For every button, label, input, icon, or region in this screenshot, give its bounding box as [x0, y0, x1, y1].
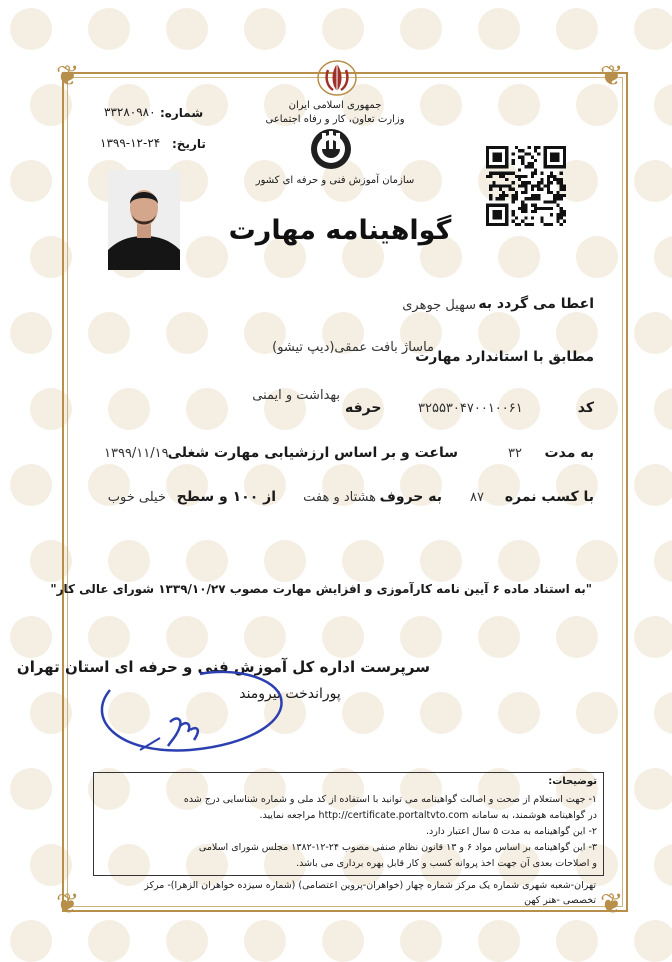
note-line: ۲- این گواهینامه به مدت ۵ سال اعتبار دارد. — [426, 826, 597, 837]
tvto-logo-icon — [310, 128, 352, 170]
watermark-logo-icon — [10, 768, 52, 810]
watermark-logo-icon — [556, 920, 598, 962]
notes-heading: توضیحات: — [548, 776, 597, 787]
date-label: تاریخ: — [172, 137, 206, 151]
standard-value: ماساژ بافت عمقی(دیپ تیشو) — [272, 340, 434, 355]
watermark-logo-icon — [88, 920, 130, 962]
watermark-logo-icon — [322, 920, 364, 962]
country-name: جمهوری اسلامی ایران — [288, 100, 382, 111]
watermark-logo-icon — [10, 616, 52, 658]
watermark-logo-icon — [10, 312, 52, 354]
watermark-logo-icon — [10, 160, 52, 202]
holder-name: سهیل جوهری — [402, 298, 476, 313]
watermark-logo-icon — [634, 464, 672, 506]
note-line: ۳- این گواهینامه بر اساس مواد ۶ و ۱۳ قانون نظام صنفی مصوب ۲۴-۱۲-۱۳۸۲ مجلس شورای اسلامی — [198, 842, 597, 853]
iran-emblem-icon — [316, 58, 358, 98]
out-of-label: از ۱۰۰ و سطح — [176, 489, 276, 505]
watermark-logo-icon — [654, 844, 672, 886]
profession-label: حرفه — [345, 400, 382, 416]
watermark-logo-icon — [478, 8, 520, 50]
watermark-logo-icon — [10, 8, 52, 50]
signatory-title: سرپرست اداره کل آموزش فنی و حرفه ای استان تهران — [16, 658, 430, 676]
watermark-logo-icon — [654, 388, 672, 430]
note-line: و اصلاحات بعدی آن جهت اخذ پروانه کسب و کار قابل بهره برداری می باشد. — [296, 858, 597, 869]
ministry-name: وزارت تعاون، کار و رفاه اجتماعی — [265, 114, 405, 125]
watermark-logo-icon — [322, 8, 364, 50]
note-line: در گواهینامه هوشمند، به سامانه http://certificate.portaltvto.com مراجعه نمایید. — [259, 810, 597, 821]
score-value: ۸۷ — [470, 490, 484, 505]
legal-citation: "به استناد ماده ۶ آیین نامه کارآموزی و افزایش مهارت مصوب ۱۳۳۹/۱۰/۲۷ شورای عالی کار" — [50, 582, 592, 596]
standard-label: مطابق با استاندارد مهارت — [415, 349, 594, 365]
watermark-logo-icon — [634, 160, 672, 202]
corner-ornament-icon: ❦ — [56, 887, 80, 920]
watermark-logo-icon — [478, 920, 520, 962]
issue-date: ۱۳۹۹-۱۲-۲۴ — [100, 136, 161, 150]
address-line: تخصصی -هنر کهن — [524, 895, 596, 906]
corner-ornament-icon: ❦ — [600, 887, 624, 920]
watermark-logo-icon — [10, 920, 52, 962]
watermark-logo-icon — [400, 920, 442, 962]
score-label: با کسب نمره — [504, 489, 594, 505]
watermark-logo-icon — [634, 920, 672, 962]
duration-value: ۳۲ — [508, 446, 522, 461]
watermark-logo-icon — [654, 84, 672, 126]
watermark-logo-icon — [634, 616, 672, 658]
watermark-logo-icon — [88, 8, 130, 50]
handwritten-signature — [90, 660, 330, 760]
certificate-number: ۳۳۲۸۰۹۸۰ — [104, 105, 156, 119]
address-line: تهران-شعبه شهری شماره یک مرکز شماره چهار (خواهران-پروین اعتصامی) (شماره سیزده خواهران الزهرا)- مرکز — [144, 880, 596, 891]
corner-ornament-icon: ❦ — [600, 59, 624, 92]
watermark-logo-icon — [244, 920, 286, 962]
words-label: به حروف — [379, 489, 442, 505]
watermark-logo-icon — [10, 464, 52, 506]
watermark-logo-icon — [654, 692, 672, 734]
watermark-logo-icon — [400, 8, 442, 50]
code-label: کد — [577, 400, 594, 416]
note-line: ۱- جهت استعلام از صحت و اصالت گواهینامه می توانید با استفاده از کد ملی و شماره شناسایی درج شده — [183, 794, 597, 805]
watermark-logo-icon — [634, 312, 672, 354]
number-label: شماره: — [160, 106, 204, 120]
watermark-logo-icon — [166, 8, 208, 50]
profession-value: بهداشت و ایمنی — [252, 388, 340, 403]
corner-ornament-icon: ❦ — [56, 59, 80, 92]
level-value: خیلی خوب — [107, 490, 166, 505]
watermark-logo-icon — [556, 8, 598, 50]
watermark-logo-icon — [244, 8, 286, 50]
evaluation-date: ۱۳۹۹/۱۱/۱۹ — [104, 446, 169, 461]
holder-photo — [108, 170, 180, 270]
hours-text: ساعت و بر اساس ارزشیابی مهارت شغلی — [167, 445, 458, 461]
watermark-logo-icon — [654, 540, 672, 582]
organization-name: سازمان آموزش فنی و حرفه ای کشور — [255, 175, 415, 186]
watermark-logo-icon — [166, 920, 208, 962]
signatory-name: پوراندخت نیرومند — [239, 686, 341, 702]
duration-label: به مدت — [544, 445, 594, 461]
notes-box — [93, 772, 604, 876]
watermark-logo-icon — [654, 236, 672, 278]
certificate-title: گواهینامه مهارت — [228, 215, 452, 246]
qr-code — [486, 146, 566, 226]
score-words: هشتاد و هفت — [303, 490, 376, 505]
awarded-label: اعطا می گردد به — [478, 296, 594, 312]
code-value: ۳۲۵۵۳۰۴۷۰۰۱۰۰۶۱ — [418, 401, 523, 416]
watermark-logo-icon — [634, 768, 672, 810]
watermark-logo-icon — [634, 8, 672, 50]
